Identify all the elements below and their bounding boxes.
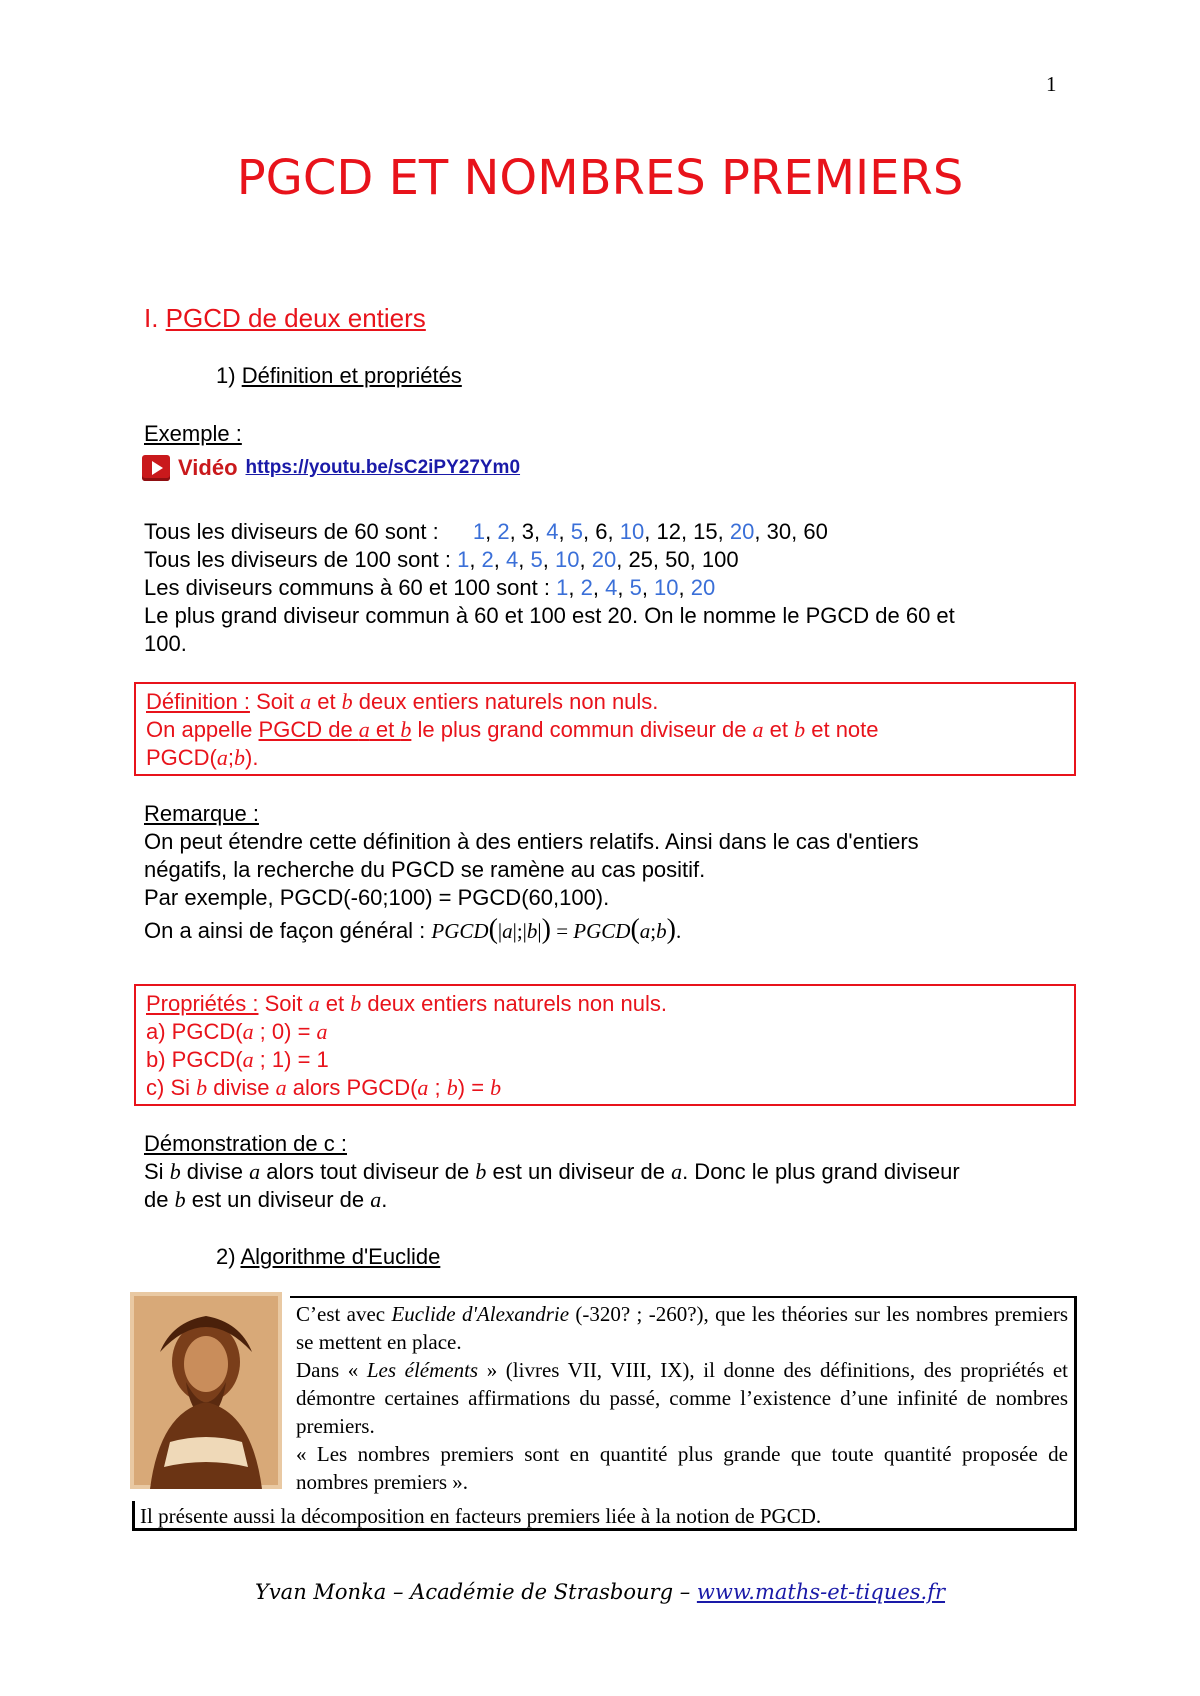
divisor-value: 1	[556, 575, 569, 600]
divisors-100-line	[144, 546, 739, 574]
var-a: a	[275, 1075, 287, 1100]
video-label: Vidéo	[178, 455, 238, 480]
var-b: b	[196, 1075, 208, 1100]
divisor-value: 2	[580, 575, 593, 600]
formula-eq: =	[550, 919, 574, 943]
var-b: b	[234, 745, 246, 770]
var-b: b	[350, 991, 362, 1016]
formula-end: .	[675, 919, 682, 943]
divisor-value: 5	[530, 547, 543, 572]
var-a: a	[752, 717, 764, 742]
def-text: et	[311, 689, 342, 714]
common-divisors-line	[144, 574, 715, 602]
remarque-line-4	[144, 916, 681, 945]
pgcd-sentence-1: Le plus grand diviseur commun à 60 et 100 est 20. On le nomme le PGCD de 60 et	[144, 603, 955, 628]
euclid-p3: « Les nombres premiers sont en quantité plus grande que toute quantité proposée de nombres premiers ».	[296, 1442, 1068, 1494]
var-b: b	[526, 919, 538, 943]
var-a: a	[370, 1187, 382, 1212]
proprietes-label: Propriétés :	[146, 991, 259, 1016]
propriete-c	[146, 1074, 1064, 1102]
def-term	[259, 717, 412, 742]
propriete-a	[146, 1018, 1064, 1046]
divisor-value: 1	[472, 519, 486, 544]
var-a: a	[216, 745, 228, 770]
demo-label: Démonstration de c :	[144, 1131, 347, 1156]
var-b: b	[169, 1159, 181, 1184]
euclid-name: Euclide d'Alexandrie	[391, 1302, 570, 1326]
divisor-value: 10	[619, 519, 645, 544]
divisor-value: 5	[629, 575, 642, 600]
prop-text: ; 1) = 1	[253, 1047, 329, 1072]
prop-text: c) Si	[146, 1075, 197, 1100]
var-b: b	[475, 1159, 487, 1184]
prop-text: deux entiers naturels non nuls.	[361, 991, 667, 1016]
divisor-value: 10	[654, 575, 679, 600]
divisor-value: 4	[506, 547, 519, 572]
var-a: a	[671, 1159, 683, 1184]
subsection-label: Définition et propriétés	[241, 363, 462, 388]
subsection-heading-2	[216, 1244, 440, 1270]
euclid-p2	[296, 1356, 1068, 1440]
prop-text: ; 0) =	[253, 1019, 317, 1044]
remarque-line-2: négatifs, la recherche du PGCD se ramène au cas positif.	[144, 857, 706, 882]
remarque-text: On a ainsi de façon général :	[144, 918, 432, 943]
exemple-label: Exemple :	[144, 421, 242, 446]
remarque-line-3: Par exemple, PGCD(-60;100) = PGCD(60,100).	[144, 885, 610, 910]
divisor-value: 4	[605, 575, 618, 600]
subsection-number: 2)	[216, 1244, 241, 1269]
prop-text: ;	[428, 1075, 447, 1100]
prop-text: a) PGCD(	[146, 1019, 243, 1044]
var-a: a	[502, 919, 513, 943]
page-number: 1	[1046, 72, 1057, 96]
var-b: b	[656, 919, 667, 943]
book-title: Les éléments	[366, 1358, 479, 1382]
play-video-icon[interactable]	[142, 455, 170, 481]
divisor-value: 15	[693, 519, 718, 544]
video-row	[142, 455, 520, 481]
def-text: deux entiers naturels non nuls.	[352, 689, 659, 714]
definition-box	[134, 682, 1076, 776]
divisor-value: 100	[701, 547, 739, 572]
euclid-p1	[296, 1300, 1068, 1356]
divisors-60-line	[144, 518, 828, 546]
definition-label: Définition :	[146, 689, 250, 714]
prop-text: b) PGCD(	[146, 1047, 243, 1072]
divisors-100-list: 1, 2, 4, 5, 10, 20, 25, 50, 100	[457, 547, 739, 572]
common-divisors-prefix: Les diviseurs communs à 60 et 100 sont :	[144, 575, 557, 600]
remarque-line-1: On peut étendre cette définition à des entiers relatifs. Ainsi dans le cas d'entiers	[144, 829, 919, 854]
def-text: ;	[227, 745, 235, 770]
demo-text: divise	[180, 1159, 250, 1184]
demo-text: est un diviseur de	[185, 1187, 371, 1212]
subsection-heading-1	[216, 363, 462, 389]
definition-line-2	[146, 716, 1064, 744]
section-heading-1	[144, 303, 426, 334]
def-text: ).	[245, 745, 259, 770]
divisor-value: 12	[656, 519, 681, 544]
video-link[interactable]: https://youtu.be/sC2iPY27Ym0	[245, 457, 521, 478]
divisor-value: 5	[570, 519, 584, 544]
var-b: b	[341, 689, 353, 714]
demo-text: est un diviseur de	[486, 1159, 672, 1184]
definition-line-3	[146, 744, 1064, 772]
proprietes-box	[134, 984, 1076, 1106]
def-text: On appelle	[146, 717, 259, 742]
var-a: a	[358, 717, 370, 742]
euclid-text: C’est avec	[296, 1302, 392, 1326]
prop-text: Soit	[258, 991, 309, 1016]
demo-text: Si	[144, 1159, 170, 1184]
footer	[0, 1580, 1200, 1604]
formula-pgcd: PGCD	[431, 919, 489, 943]
divisor-value: 4	[546, 519, 559, 544]
demo-text: . Donc le plus grand diviseur	[682, 1159, 960, 1184]
subsection-number: 1)	[216, 363, 242, 388]
divisor-value: 1	[457, 547, 470, 572]
var-b: b	[174, 1187, 186, 1212]
prop-text: et	[319, 991, 351, 1016]
def-text: le plus grand commun diviseur de	[411, 717, 753, 742]
divisor-value: 6	[595, 519, 608, 544]
divisors-60-prefix: Tous les diviseurs de 60 sont :	[144, 519, 445, 544]
var-b: b	[400, 717, 412, 742]
def-text: et	[369, 717, 401, 742]
divisor-value: 20	[729, 519, 755, 544]
common-divisors-list: 1, 2, 4, 5, 10, 20	[556, 575, 716, 600]
var-a: a	[300, 689, 312, 714]
def-text: Soit	[249, 689, 301, 714]
propriete-b	[146, 1046, 1064, 1074]
pgcd-sentence-2: 100.	[144, 631, 187, 656]
demo-line-2	[144, 1186, 387, 1214]
var-a: a	[249, 1159, 261, 1184]
demo-line-1	[144, 1158, 960, 1186]
divisor-value: 20	[591, 547, 617, 572]
divisor-value: 2	[497, 519, 510, 544]
var-a: a	[242, 1047, 254, 1072]
divisor-value: 3	[521, 519, 535, 544]
var-a: a	[417, 1075, 429, 1100]
definition-line-1	[146, 688, 1064, 716]
footer-text: Yvan Monka – Académie de Strasbourg –	[254, 1580, 697, 1604]
formula-pgcd: PGCD	[573, 919, 631, 943]
remarque-label: Remarque :	[144, 801, 259, 826]
divisor-value: 25	[628, 547, 653, 572]
def-text: PGCD de	[258, 717, 359, 742]
var-b: b	[794, 717, 806, 742]
euclid-portrait	[130, 1292, 282, 1489]
var-a: a	[639, 919, 651, 943]
euclid-p4: Il présente aussi la décomposition en facteurs premiers liée à la notion de PGCD.	[140, 1504, 822, 1528]
page-title: PGCD ET NOMBRES PREMIERS	[236, 150, 964, 206]
var-b: b	[490, 1075, 502, 1100]
def-text: PGCD(	[146, 745, 217, 770]
divisor-value: 50	[665, 547, 690, 572]
def-text: et note	[805, 717, 879, 742]
def-text: et	[763, 717, 795, 742]
divisor-value: 60	[803, 519, 828, 544]
divisor-value: 30	[766, 519, 792, 544]
pgcd-formula: PGCD(|a|;|b|) = PGCD(a;b).	[431, 914, 682, 945]
euclid-paragraphs	[296, 1300, 1068, 1496]
demo-text: .	[381, 1187, 388, 1212]
prop-text: ) =	[457, 1075, 491, 1100]
subsection-label: Algorithme d'Euclide	[240, 1244, 441, 1269]
var-a: a	[316, 1019, 328, 1044]
section-number: I.	[144, 303, 166, 333]
prop-text: alors PGCD(	[286, 1075, 418, 1100]
divisors-60-list: 1, 2, 3, 4, 5, 6, 10, 12, 15, 20, 30, 60	[472, 519, 828, 544]
proprietes-line-1	[146, 990, 1064, 1018]
divisor-value: 20	[690, 575, 716, 600]
demo-text: alors tout diviseur de	[260, 1159, 476, 1184]
euclid-text: » (livres VII, VIII, IX), il donne des définitions, des propriétés et démontre certaines affirmations du passé, comme l’existence d’une infinité de nombres premiers.	[296, 1358, 1068, 1438]
divisors-100-prefix: Tous les diviseurs de 100 sont :	[144, 547, 458, 572]
divisor-value: 2	[481, 547, 494, 572]
section-label: PGCD de deux entiers	[165, 303, 426, 333]
var-a: a	[308, 991, 320, 1016]
euclid-text: Dans «	[296, 1358, 367, 1382]
demo-text: de	[144, 1187, 175, 1212]
euclid-text: (-320? ; -260?), que les théories sur les nombres premiers se mettent en place.	[296, 1302, 1068, 1354]
prop-text: divise	[207, 1075, 276, 1100]
var-a: a	[242, 1019, 254, 1044]
divisor-value: 10	[555, 547, 580, 572]
footer-link[interactable]: www.maths-et-tiques.fr	[696, 1580, 946, 1604]
var-b: b	[446, 1075, 458, 1100]
